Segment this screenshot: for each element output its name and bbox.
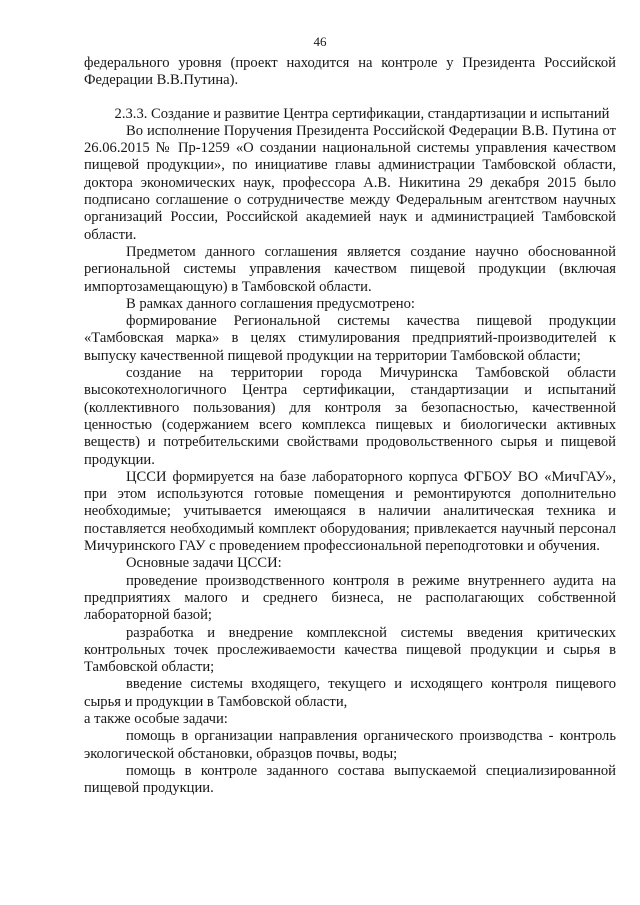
section-heading: 2.3.3. Создание и развитие Центра сертификации, стандартизации и испытаний [114, 105, 610, 122]
paragraph-3: В рамках данного соглашения предусмотрено: [126, 295, 415, 312]
paragraph-10: введение системы входящего, текущего и исходящего контроля пищевого сырья и продукции в Тамбовской области, [84, 676, 616, 710]
paragraph-1: Во исполнение Поручения Президента Российской Федерации В.В. Путина от 26.06.2015 № Пр-1259 «О создании национальной системы управления качеством пищевой продукции», по инициативе главы администрации Тамбовской области, доктора экономических наук, профессора А.В. Никитина 29 декабря 2015 было подписано соглашение о сотрудничестве между Федеральным агентством научных организаций России, Российской академией наук и администрацией Тамбовской области. [84, 122, 616, 243]
intro-paragraph: федерального уровня (проект находится на контроле у Президента Российской Федерации В.В.Путина). [84, 55, 616, 89]
paragraph-9: разработка и внедрение комплексной системы введения критических контрольных точек прослеживаемости качества пищевой продукции и сырья в Тамбовской области; [84, 624, 616, 676]
paragraph-11: а также особые задачи: [84, 710, 228, 727]
page-number: 46 [313, 34, 327, 49]
paragraph-4: формирование Региональной системы качества пищевой продукции «Тамбовская марка» в целях стимулирования предприятий-производителей к выпуску качественной пищевой продукции на территории Тамбовской области; [84, 313, 616, 364]
paragraph-8: проведение производственного контроля в режиме внутреннего аудита на предприятиях малого и среднего бизнеса, не располагающих собственной лабораторной базой; [84, 572, 616, 624]
paragraph-12: помощь в организации направления органического производства - контроль экологической обстановки, образцов почвы, воды; [84, 728, 616, 762]
paragraph-13: помощь в контроле заданного состава выпускаемой специализированной пищевой продукции. [84, 762, 616, 797]
document-body [84, 55, 616, 797]
paragraph-6: ЦССИ формируется на базе лабораторного корпуса ФГБОУ ВО «МичГАУ», при этом используются готовые помещения и ремонтируются дополнительно необходимые; учитывается имеющаяся в наличии аналитическая техника и поставляется необходимый комплект оборудования; привлекается научный персонал Мичуринского ГАУ с проведением профессиональной переподготовки и обучения. [84, 468, 616, 555]
paragraph-7: Основные задачи ЦССИ: [126, 555, 282, 572]
paragraph-2: Предметом данного соглашения является создание научно обоснованной региональной системы управления качеством пищевой продукции (включая импортозамещающую) в Тамбовской области. [84, 243, 616, 295]
paragraph-5: создание на территории города Мичуринска Тамбовской области высокотехнологичного Центра сертификации, стандартизации и испытаний (коллективного пользования) для контроля за безопасностью, качественной ценностью (содержанием всего комплекса пищевых и биологически активных веществ) и потребительскими свойствами продовольственного сырья и пищевой продукции. [84, 365, 616, 468]
